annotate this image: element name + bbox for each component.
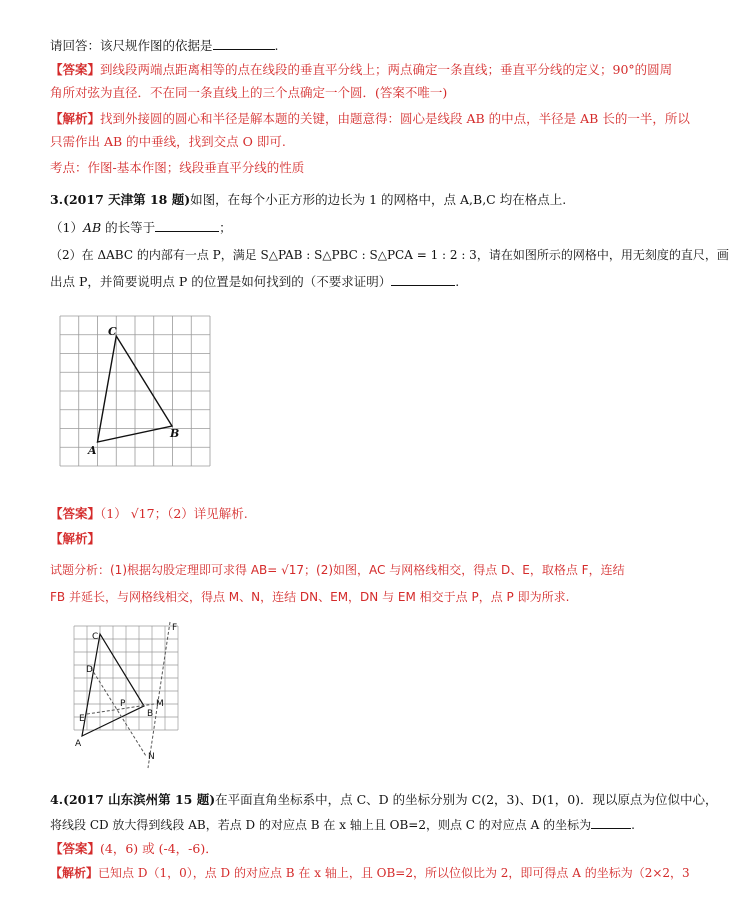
part1-answer-blank[interactable]	[155, 219, 219, 232]
q3-stem: 3.(2017 天津第 18 题)如图，在每个小正方形的边长为 1 的网格中，点 A,B,C 均在格点上.	[50, 192, 567, 207]
part2-answer-blank[interactable]	[391, 273, 455, 286]
grid-figure-2	[74, 618, 189, 773]
q4-answer: 【答案】(4，6) 或 (-4，-6)．	[50, 841, 218, 856]
q3-part2-line1: （2）在 ΔABC 的内部有一点 P，满足 S△PAB : S△PBC : S△PCA = 1 : 2 : 3，请在如图所示的网格中，用无刻度的直尺，画	[50, 248, 729, 262]
grid-lines	[60, 316, 210, 466]
figure-solution	[74, 618, 189, 777]
label-a: A	[88, 444, 97, 457]
label-p-2: P	[120, 699, 126, 709]
q2-answer-line1: 【答案】到线段两端点距离相等的点在线段的垂直平分线上；两点确定一条直线；垂直平分线的定义；90°的圆周	[50, 62, 673, 77]
label-f-2: F	[172, 623, 178, 633]
q3-analysis-line2: FB 并延长，与网格线相交，得点 M、N，连结 DN、EM，DN 与 EM 相交于点 P，点 P 即为所求.	[50, 590, 570, 604]
q3-answer: 【答案】（1） √17；（2）详见解析.	[50, 506, 248, 521]
figure-grid-triangle	[60, 316, 220, 485]
label-b: B	[170, 427, 180, 440]
q3-part1: （1）AB 的长等于 ；	[50, 220, 232, 235]
q2-knowledge-point: 考点：作图-基本作图；线段垂直平分线的性质	[50, 160, 305, 175]
label-d-2: D	[86, 665, 93, 675]
q2-prompt: 请回答：该尺规作图的依据是 .	[50, 38, 279, 53]
q3-analysis-tag: 【解析】	[50, 531, 101, 546]
q4-answer-blank[interactable]	[591, 816, 631, 829]
q4-line2: 将线段 CD 放大得到线段 AB，若点 D 的对应点 B 在 x 轴上且 OB=2，则点 C 的对应点 A 的坐标为 .	[50, 818, 635, 832]
q4-analysis: 【解析】已知点 D（1，0），点 D 的对应点 B 在 x 轴上，且 OB=2，所以位似比为 2，即可得点 A 的坐标为（2×2，3	[50, 866, 690, 880]
q2-analysis-line2: 只需作出 AB 的中垂线，找到交点 O 即可.	[50, 134, 286, 149]
line-fb-extended	[148, 622, 170, 768]
label-b-2: B	[147, 709, 154, 719]
label-c: C	[108, 325, 117, 338]
answer-blank[interactable]	[213, 37, 275, 50]
label-c-2: C	[92, 632, 99, 642]
label-a-2: A	[75, 739, 82, 749]
label-m-2: M	[156, 699, 164, 709]
grid-figure-1	[60, 316, 220, 481]
q2-answer-line2: 角所对弦为直径．不在同一条直线上的三个点确定一个圆．(答案不唯一)	[50, 85, 448, 100]
q3-analysis-line1: 试题分析：(1)根据勾股定理即可求得 AB= √17；(2)如图，AC 与网格线相交，得点 D、E，取格点 F，连结	[50, 563, 625, 577]
q4-line1: 4.(2017 山东滨州第 15 题)在平面直角坐标系中，点 C、D 的坐标分别为 C(2，3)、D(1，0)．现以原点为位似中心，	[50, 792, 718, 807]
q2-analysis-line1: 【解析】找到外接圆的圆心和半径是解本题的关键，由题意得：圆心是线段 AB 的中点，半径是 AB 长的一半，所以	[50, 111, 690, 126]
label-e-2: E	[79, 714, 85, 724]
q3-part2-line2: 出点 P，并简要说明点 P 的位置是如何找到的（不要求证明） .	[50, 274, 460, 289]
label-n-2: N	[148, 752, 155, 762]
